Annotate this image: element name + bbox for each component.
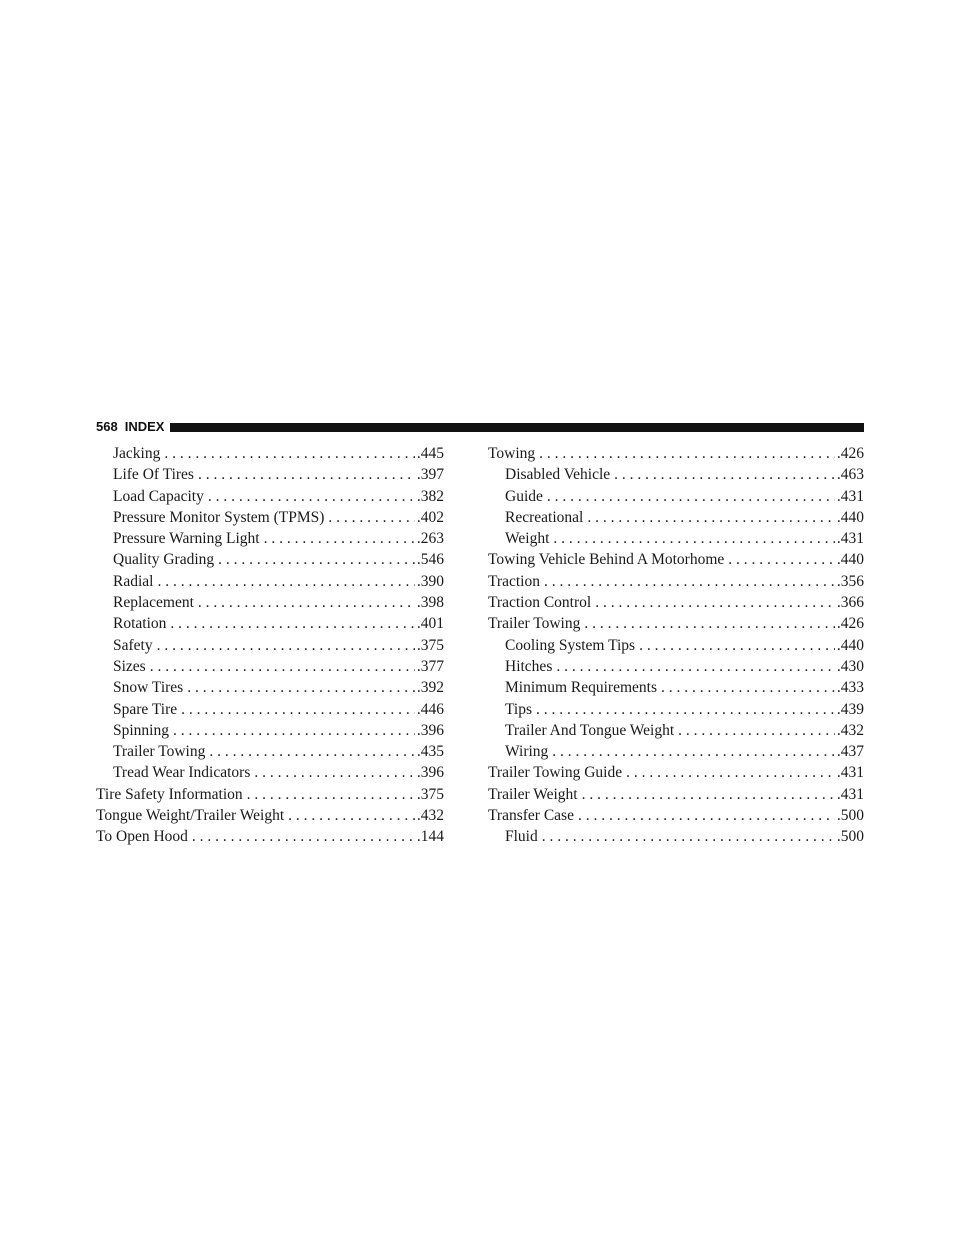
entry-page-number: .401 — [416, 615, 444, 633]
dot-leader — [595, 592, 835, 613]
entry-label: Rotation — [113, 615, 167, 633]
index-subentry — [488, 486, 864, 507]
dot-leader — [328, 507, 414, 528]
index-subentry — [488, 677, 864, 698]
index-entry — [96, 826, 444, 847]
entry-label: Guide — [505, 487, 543, 505]
entry-label: Replacement — [113, 594, 194, 612]
entry-label: Trailer Towing — [113, 743, 206, 761]
entry-label: Fluid — [505, 828, 538, 846]
entry-label: Load Capacity — [113, 487, 204, 505]
index-entry — [488, 613, 864, 634]
entry-label: Trailer And Tongue Weight — [505, 721, 675, 739]
index-subentry — [96, 464, 444, 485]
index-column-left — [96, 443, 444, 848]
entry-page-number: .463 — [836, 466, 864, 484]
dot-leader — [170, 613, 414, 634]
dot-leader — [187, 677, 415, 698]
entry-page-number: .546 — [416, 551, 444, 569]
index-subentry — [96, 656, 444, 677]
entry-label: Pressure Monitor System (TPMS) — [113, 508, 325, 526]
dot-leader — [536, 699, 835, 720]
entry-label: Tread Wear Indicators — [113, 764, 251, 782]
entry-label: Hitches — [505, 657, 553, 675]
entry-label: Sizes — [113, 657, 146, 675]
index-subentry — [96, 549, 444, 570]
dot-leader — [264, 528, 415, 549]
dot-leader — [254, 762, 415, 783]
dot-leader — [578, 805, 835, 826]
index-subentry — [488, 699, 864, 720]
entry-page-number: .396 — [416, 721, 444, 739]
entry-page-number: .396 — [416, 764, 444, 782]
entry-label: Spinning — [113, 721, 169, 739]
entry-label: Disabled Vehicle — [505, 466, 611, 484]
entry-page-number: .500 — [836, 828, 864, 846]
index-subentry — [488, 720, 864, 741]
entry-label: Safety — [113, 636, 153, 654]
index-subentry — [488, 741, 864, 762]
entry-page-number: .402 — [416, 508, 444, 526]
dot-leader — [173, 720, 415, 741]
entry-label: Trailer Weight — [488, 785, 578, 803]
entry-page-number: .398 — [416, 594, 444, 612]
entry-page-number: .435 — [416, 743, 444, 761]
dot-leader — [150, 656, 415, 677]
entry-page-number: .500 — [836, 807, 864, 825]
entry-label: Radial — [113, 572, 154, 590]
entry-page-number: .430 — [836, 657, 864, 675]
index-entry — [96, 784, 444, 805]
entry-page-number: .437 — [836, 743, 864, 761]
index-entry — [488, 762, 864, 783]
entry-label: Traction — [488, 572, 540, 590]
index-subentry — [488, 507, 864, 528]
entry-label: Recreational — [505, 508, 584, 526]
entry-page-number: .440 — [836, 508, 864, 526]
index-subentry — [488, 528, 864, 549]
dot-leader — [678, 720, 835, 741]
entry-page-number: .375 — [416, 785, 444, 803]
entry-label: Snow Tires — [113, 679, 184, 697]
entry-page-number: .432 — [836, 721, 864, 739]
dot-leader — [544, 571, 835, 592]
dot-leader — [181, 699, 415, 720]
entry-label: Cooling System Tips — [505, 636, 636, 654]
dot-leader — [626, 762, 835, 783]
dot-leader — [539, 443, 835, 464]
index-entry — [488, 805, 864, 826]
dot-leader — [288, 805, 415, 826]
entry-page-number: .431 — [836, 764, 864, 782]
entry-page-number: .392 — [416, 679, 444, 697]
dot-leader — [157, 571, 414, 592]
entry-label: Towing — [488, 445, 536, 462]
entry-label: Wiring — [505, 743, 549, 761]
header-rule — [170, 423, 864, 432]
dot-leader — [157, 635, 415, 656]
entry-label: Spare Tire — [113, 700, 178, 718]
index-entry — [96, 805, 444, 826]
index-entry — [488, 443, 864, 464]
entry-page-number: .439 — [836, 700, 864, 718]
dot-leader — [198, 592, 415, 613]
index-subentry — [96, 528, 444, 549]
index-entry — [488, 571, 864, 592]
entry-page-number: .377 — [416, 657, 444, 675]
dot-leader — [547, 486, 835, 507]
index-subentry — [96, 592, 444, 613]
index-subentry — [96, 677, 444, 698]
index-subentry — [96, 443, 444, 464]
entry-page-number: .356 — [836, 572, 864, 590]
entry-label: Trailer Towing — [488, 615, 581, 633]
entry-label: Trailer Towing Guide — [488, 764, 623, 782]
entry-page-number: .440 — [836, 551, 864, 569]
page-header — [96, 418, 864, 436]
index-entry — [488, 592, 864, 613]
entry-label: Traction Control — [488, 594, 592, 612]
entry-page-number: .433 — [836, 679, 864, 697]
index-column-right — [488, 443, 864, 848]
index-subentry — [96, 635, 444, 656]
dot-leader — [218, 549, 415, 570]
entry-page-number: .431 — [836, 785, 864, 803]
entry-page-number: .382 — [416, 487, 444, 505]
dot-leader — [728, 549, 835, 570]
entry-page-number: .426 — [836, 445, 864, 462]
entry-page-number: .390 — [416, 572, 444, 590]
entry-label: To Open Hood — [96, 828, 188, 846]
dot-leader — [661, 677, 835, 698]
index-subentry — [488, 635, 864, 656]
page-number: 568 — [96, 419, 118, 434]
dot-leader — [582, 784, 835, 805]
entry-label: Towing Vehicle Behind A Motorhome — [488, 551, 725, 569]
dot-leader — [192, 826, 415, 847]
entry-label: Jacking — [113, 445, 161, 462]
dot-leader — [556, 656, 835, 677]
entry-label: Life Of Tires — [113, 466, 194, 484]
entry-page-number: .432 — [416, 807, 444, 825]
entry-page-number: .426 — [836, 615, 864, 633]
index-subentry — [96, 486, 444, 507]
entry-label: Pressure Warning Light — [113, 530, 260, 548]
entry-page-number: .431 — [836, 530, 864, 548]
index-subentry — [488, 464, 864, 485]
entry-page-number: .446 — [416, 700, 444, 718]
dot-leader — [542, 826, 835, 847]
index-entry — [488, 784, 864, 805]
dot-leader — [614, 464, 835, 485]
entry-label: Tips — [505, 700, 533, 718]
index-subentry — [96, 507, 444, 528]
index-subentry — [96, 741, 444, 762]
dot-leader — [209, 741, 415, 762]
dot-leader — [198, 464, 415, 485]
entry-label: Quality Grading — [113, 551, 215, 569]
entry-page-number: .375 — [416, 636, 444, 654]
index-subentry — [96, 720, 444, 741]
index-subentry — [488, 656, 864, 677]
index-subentry — [96, 762, 444, 783]
dot-leader — [247, 784, 415, 805]
entry-page-number: .445 — [416, 445, 444, 462]
entry-page-number: .144 — [416, 828, 444, 846]
entry-page-number: .263 — [416, 530, 444, 548]
entry-page-number: .431 — [836, 487, 864, 505]
index-entry — [488, 549, 864, 570]
entry-label: Transfer Case — [488, 807, 574, 825]
entry-label: Minimum Requirements — [505, 679, 657, 697]
dot-leader — [208, 486, 415, 507]
dot-leader — [164, 443, 415, 464]
entry-label: Tire Safety Information — [96, 785, 243, 803]
index-subentry — [96, 613, 444, 634]
entry-page-number: .366 — [836, 594, 864, 612]
dot-leader — [553, 528, 834, 549]
index-subentry — [488, 826, 864, 847]
dot-leader — [552, 741, 835, 762]
entry-label: Weight — [505, 530, 550, 548]
dot-leader — [584, 613, 835, 634]
entry-page-number: .397 — [416, 466, 444, 484]
entry-label: Tongue Weight/Trailer Weight — [96, 807, 285, 825]
entry-page-number: .440 — [836, 636, 864, 654]
dot-leader — [587, 507, 835, 528]
dot-leader — [639, 635, 835, 656]
index-subentry — [96, 571, 444, 592]
index-subentry — [96, 699, 444, 720]
section-title: INDEX — [124, 419, 165, 434]
